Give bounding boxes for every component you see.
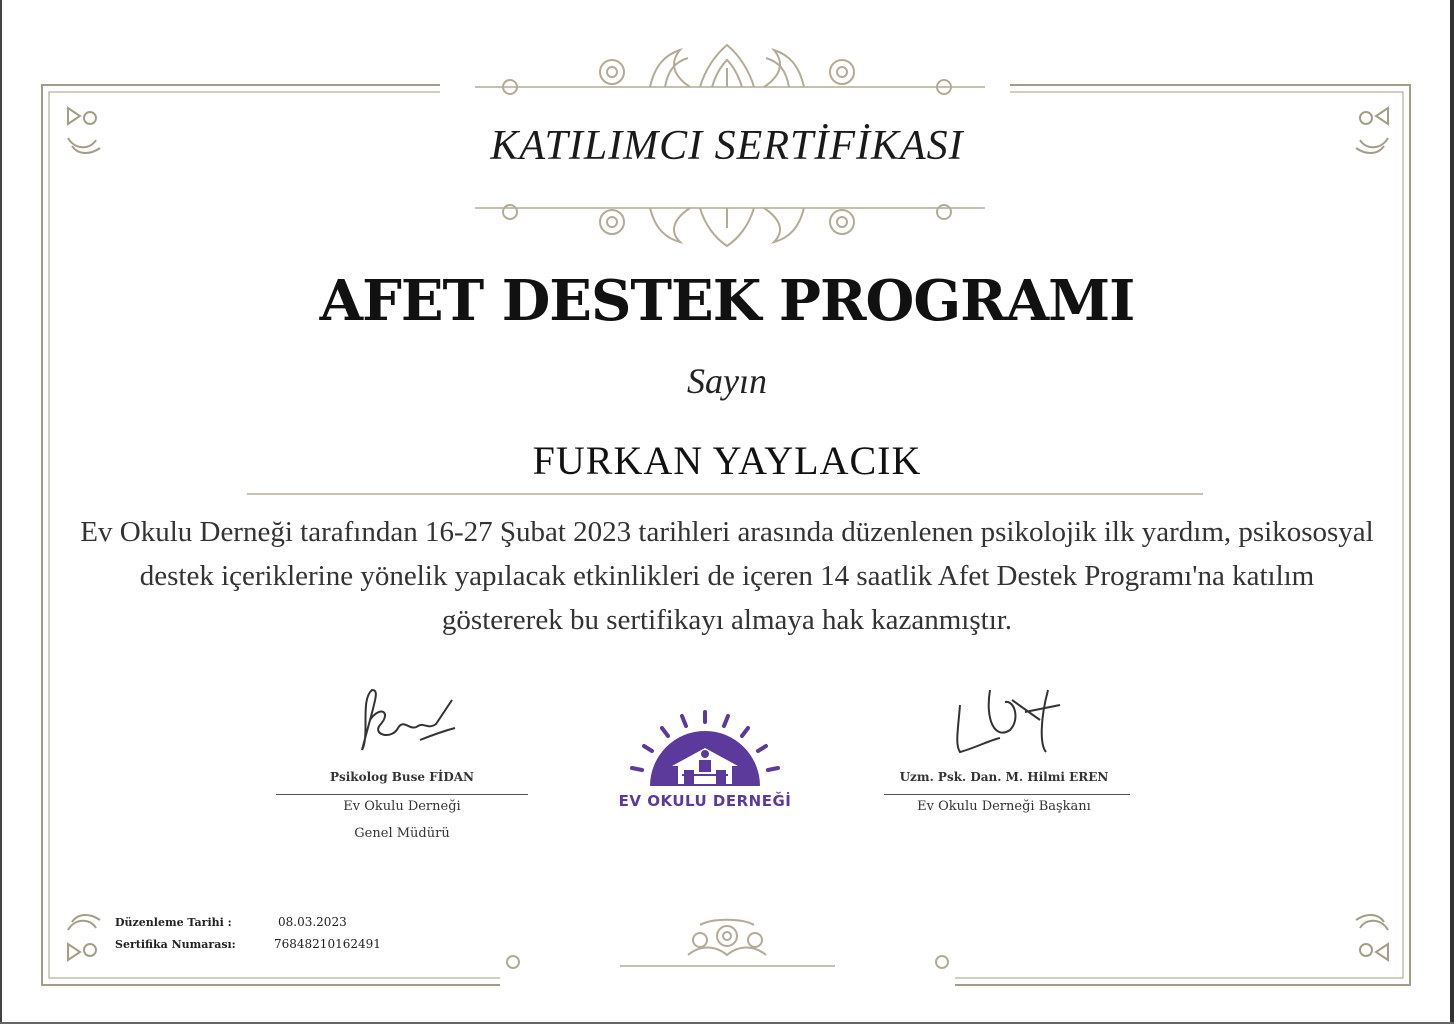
signatory-right-name: Uzm. Psk. Dan. M. Hilmi EREN xyxy=(899,770,1109,784)
certificate-number-value: 76848210162491 xyxy=(274,937,381,951)
logo-text: EV OKULU DERNEĞİ xyxy=(618,792,792,810)
signature-eren xyxy=(957,690,1060,752)
certificate-body: Ev Okulu Derneği tarafından 16-27 Şubat 2023 tarihleri arasında düzenlenen psikolojik ilk yardım, psikososyal destek içeriklerine yönelik yapılacak etkinlikleri de içeren 14 saatlik Afet Destek Programı'na katılım göstererek bu sertifikayı almaya hak kazanmıştır. xyxy=(80,516,1374,636)
program-title: AFET DESTEK PROGRAMI xyxy=(319,268,1135,334)
issue-date-label: Düzenleme Tarihi : xyxy=(115,916,232,929)
certificate-number-label: Sertifika Numarası: xyxy=(115,938,236,951)
corner-ornament-bl xyxy=(68,915,100,960)
salutation: Sayın xyxy=(687,361,767,401)
signatory-right-org: Ev Okulu Derneği Başkanı xyxy=(917,799,1091,814)
certificate-label: KATILIMCI SERTİFİKASI xyxy=(490,123,964,169)
issue-date-value: 08.03.2023 xyxy=(278,915,347,929)
recipient-name: FURKAN YAYLACIK xyxy=(532,438,922,483)
bottom-ornament xyxy=(507,920,948,968)
signatory-left-role: Genel Müdürü xyxy=(354,826,450,841)
signatory-left-org: Ev Okulu Derneği xyxy=(343,799,461,814)
corner-ornament-br xyxy=(1356,915,1388,960)
name-underline xyxy=(247,493,1203,495)
top-ornament xyxy=(475,45,985,94)
signatory-left-name: Psikolog Buse FİDAN xyxy=(329,770,475,784)
title-ornament xyxy=(475,205,985,246)
signature-fidan xyxy=(362,690,455,750)
school-sunrise-logo xyxy=(620,706,790,790)
